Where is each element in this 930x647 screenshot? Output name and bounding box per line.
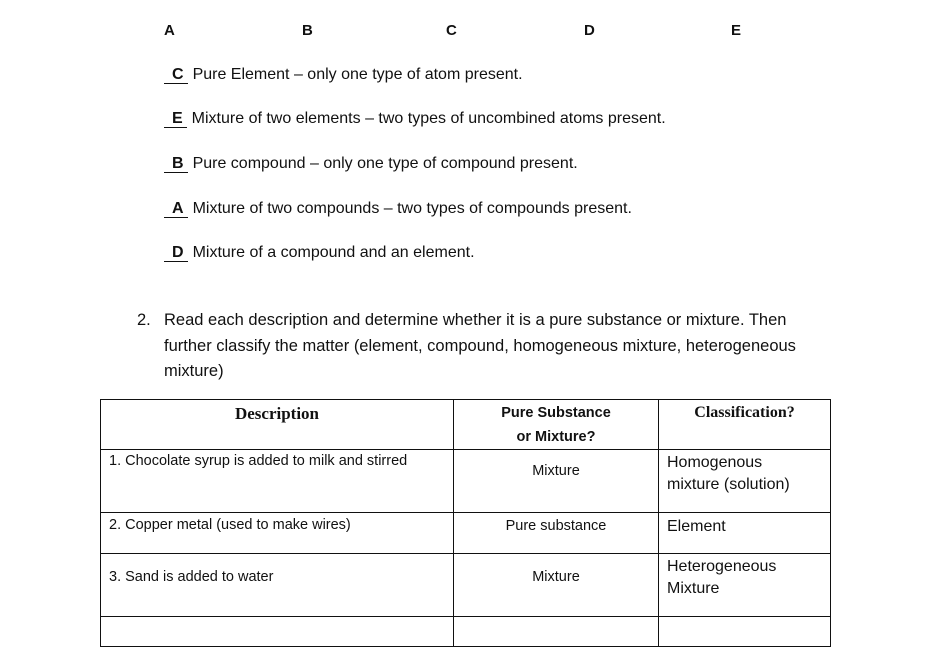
figure-letter-c: C: [446, 22, 457, 39]
answer-blank: A: [164, 200, 188, 218]
figure-letter-d: D: [584, 22, 595, 39]
answer-blank: D: [164, 244, 188, 262]
header-pure-line2: or Mixture?: [516, 429, 596, 445]
header-pure-or-mixture: [454, 400, 659, 450]
answer-blank: C: [164, 66, 188, 84]
matching-item: [164, 155, 578, 173]
classification-cell: [659, 450, 831, 513]
table-row-partial: [101, 617, 831, 647]
type-cell: Mixture: [454, 554, 659, 617]
description-cell: 2. Copper metal (used to make wires): [101, 513, 454, 554]
matching-text: Mixture of a compound and an element.: [192, 244, 475, 261]
question-2: [137, 308, 827, 385]
classification-line1: Heterogeneous: [667, 558, 777, 575]
matching-item: [164, 66, 523, 84]
type-cell: Pure substance: [454, 513, 659, 554]
classification-line2: Mixture: [667, 580, 720, 597]
classification-cell: [659, 513, 831, 554]
description-cell: 1. Chocolate syrup is added to milk and stirred: [101, 450, 454, 513]
header-classification: Classification?: [659, 400, 831, 450]
table-row: [101, 450, 831, 513]
figure-letter-e: E: [731, 22, 742, 39]
table-row: [101, 554, 831, 617]
question-number: 2.: [137, 311, 151, 329]
matching-item: [164, 244, 475, 262]
classification-line2: mixture (solution): [667, 476, 790, 493]
classification-table: [100, 399, 831, 647]
matching-text: Mixture of two elements – two types of uncombined atoms present.: [191, 110, 666, 127]
table-row: [101, 513, 831, 554]
type-cell: Mixture: [454, 450, 659, 513]
question-text: Read each description and determine whether it is a pure substance or mixture. Then further classify the matter (element, compound, homogeneous mixture, heterogeneous mixture): [164, 311, 796, 380]
figure-letter-b: B: [302, 22, 313, 39]
answer-blank: E: [164, 110, 187, 128]
classification-line1: Homogenous: [667, 454, 763, 471]
classification-cell: [659, 554, 831, 617]
table-header-row: [101, 400, 831, 450]
classification-line1: Element: [667, 518, 726, 535]
figure-letter-a: A: [164, 22, 175, 39]
matching-text: Pure compound – only one type of compound present.: [192, 155, 578, 172]
answer-blank: B: [164, 155, 188, 173]
matching-text: Mixture of two compounds – two types of compounds present.: [192, 200, 632, 217]
matching-item: [164, 200, 632, 218]
matching-text: Pure Element – only one type of atom present.: [192, 66, 523, 83]
matching-item: [164, 110, 666, 128]
header-description: Description: [101, 400, 454, 450]
header-pure-line1: Pure Substance: [501, 405, 611, 421]
description-cell: 3. Sand is added to water: [101, 554, 454, 617]
